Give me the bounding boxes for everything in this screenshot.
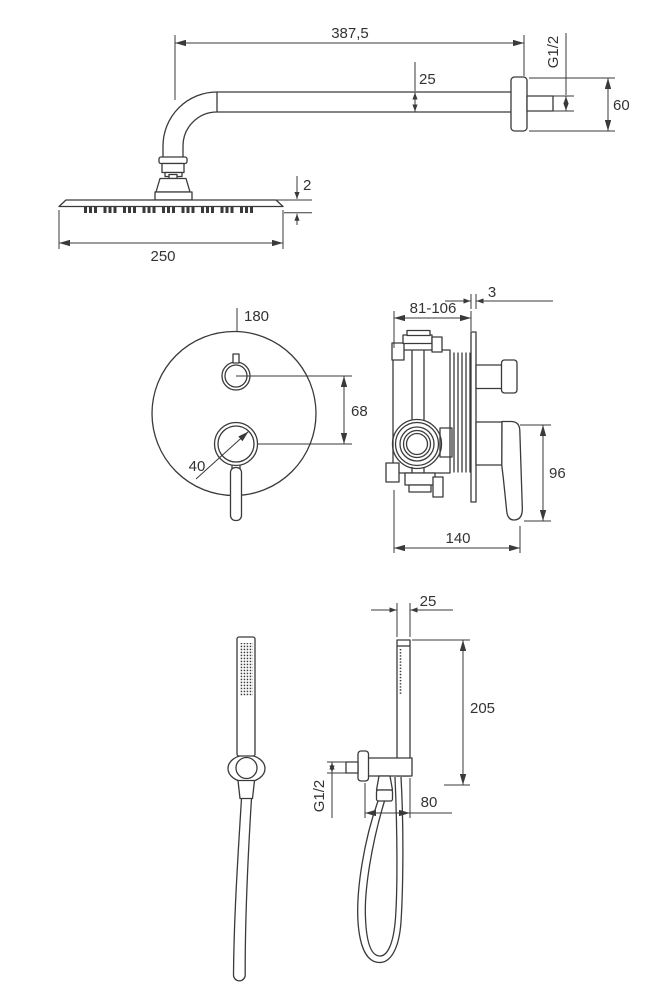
diverter-neck-side [476,365,502,389]
hand-shower-front-view [228,637,265,981]
connector-barrel [162,164,184,173]
dim-knob-spacing-label: 68 [351,403,368,420]
mixer-knob-inner [218,426,254,462]
dim-head-thickness [276,176,312,225]
dim-head-diameter-label: 250 [150,248,176,265]
connector-cone [156,179,190,193]
hand-shower-handle-side [397,640,410,776]
shower-head-plate [59,200,283,207]
diverter-knob-tab [233,354,239,363]
escutcheon-plate-side [471,332,476,502]
valve-body [393,350,450,473]
dim-wall-thread-label: G1/2 [545,35,562,69]
dim-plate-diameter-label: 180 [244,308,270,325]
bottom-fitting-cap [409,485,431,492]
hose-cone [377,776,393,790]
dim-outlet-thread [311,762,346,818]
wall-flange [511,77,527,131]
hose-front-end-cap [234,975,246,981]
diverter-cap-side [502,360,518,393]
wall-pipe-thread [527,96,553,111]
hose-nut-front [238,781,255,799]
dim-install-depth-label: 81-106 [409,300,457,317]
outlet-flange [358,751,369,781]
dim-handle-length [412,640,495,785]
bottom-left-boss [386,463,399,482]
dim-handle-width [371,593,453,637]
outlet-nipple [346,762,358,773]
dim-total-depth-label: 140 [445,530,471,547]
dim-head-diameter [59,210,283,265]
mixer-side-view [386,284,566,553]
hose-nut-side [377,790,393,801]
dim-plate-thickness [445,284,553,309]
dim-plate-thickness-label: 3 [487,284,497,301]
head-shower-drawing [59,25,630,265]
head-connector [155,157,192,200]
hand-shower-side-view [311,593,495,963]
dim-arm-diameter [415,62,436,112]
arm-bend-inner [183,112,217,157]
hose-front-right [245,799,251,976]
connector-ring-upper [159,157,187,164]
spray-face-grid [240,643,253,696]
dim-arm-length [175,25,524,100]
mixer-front-view [152,308,368,521]
dim-arm-length-label: 387,5 [331,25,369,42]
dim-plate-diameter [237,308,269,331]
dim-knob-diameter-label: 40 [188,458,206,475]
dim-knob-spacing [236,376,368,444]
hose-side-inner [365,777,397,956]
bottom-screw [433,477,443,497]
dim-flange-height-label: 60 [613,97,630,114]
hose-front-left [234,799,242,976]
dim-outlet-offset-label: 80 [420,794,438,811]
top-fitting [403,335,432,344]
top-screw [432,337,442,352]
holder-ring-inner [236,758,257,779]
dim-lever-length-label: 96 [549,465,566,482]
connector-foot [155,192,192,200]
bottom-fitting [405,473,435,485]
dim-handle-width-label: 25 [419,593,437,610]
dim-outlet-thread-label: G1/2 [311,779,328,813]
holder-block [368,758,412,776]
dim-total-depth [394,490,520,553]
dim-lever-length [520,425,566,521]
dim-handle-length-label: 205 [470,700,496,717]
lever-handle-side [502,422,523,521]
lever-neck-side [476,422,502,465]
adjustment-ribs [454,353,470,473]
lever-handle-front [231,468,242,521]
dim-arm-diameter-label: 25 [419,71,436,88]
dim-head-thickness-label: 2 [303,177,312,194]
top-fitting-cap [407,331,430,336]
